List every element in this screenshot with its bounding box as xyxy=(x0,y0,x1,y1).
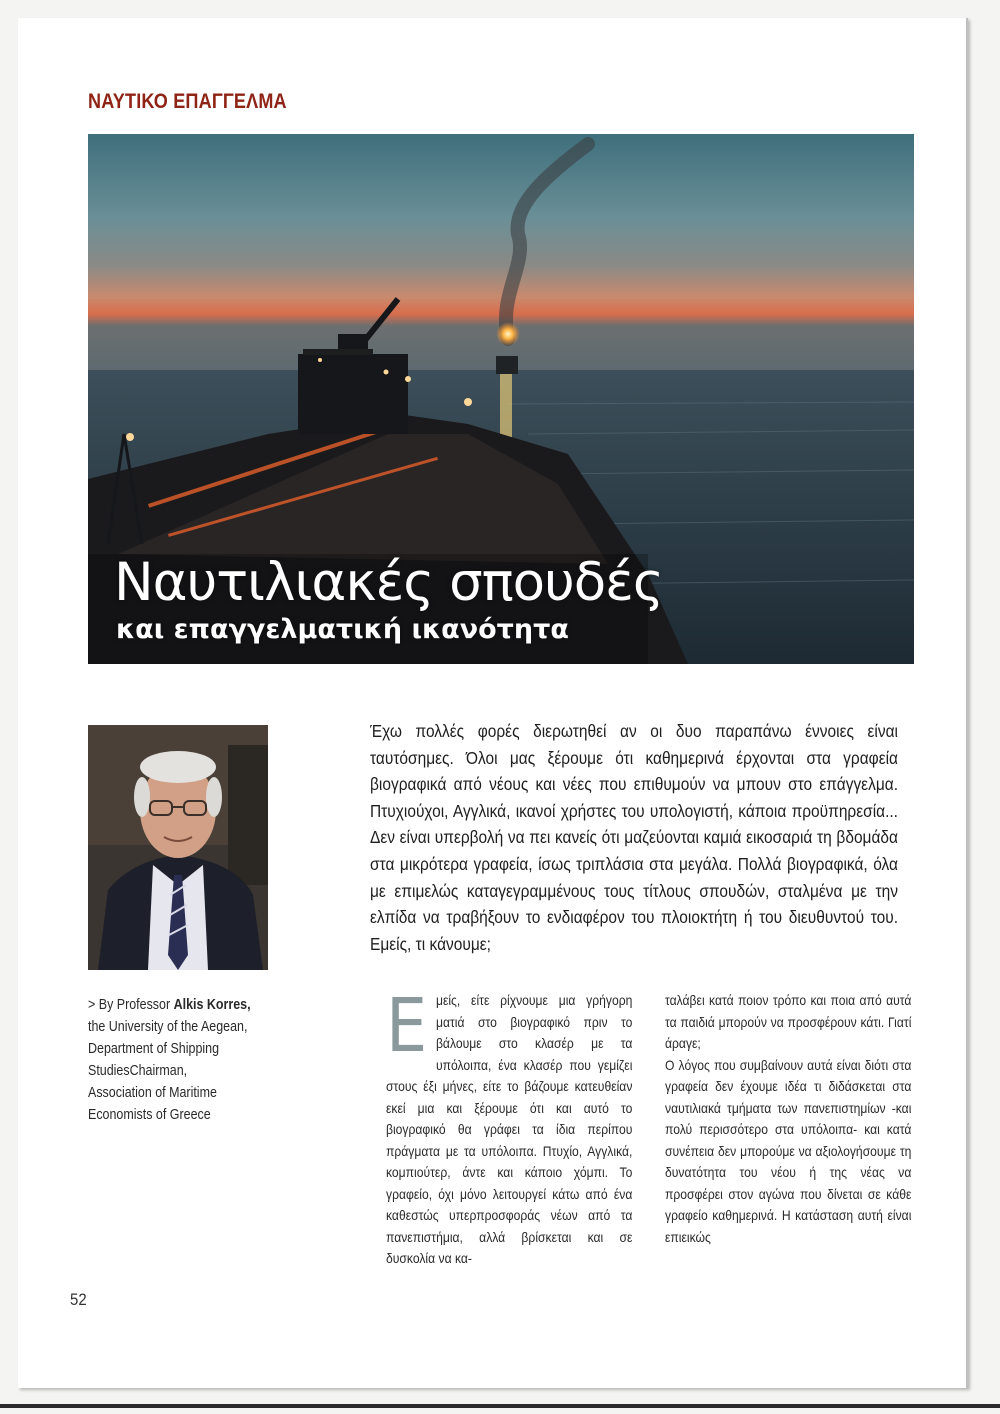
author-name: Alkis Korres, xyxy=(173,997,251,1013)
section-title: ΝΑΥΤΙΚΟ ΕΠΑΓΓΕΛΜΑ xyxy=(88,90,287,113)
author-affiliation-4: Association of Maritime xyxy=(88,1085,217,1101)
bottom-rule xyxy=(0,1404,1000,1408)
author-photo xyxy=(88,725,268,970)
page-number: 52 xyxy=(70,1290,87,1309)
article-title: Ναυτιλιακές σπουδές xyxy=(114,552,663,613)
author-portrait-icon xyxy=(88,725,268,970)
author-affiliation-5: Economists of Greece xyxy=(88,1107,211,1123)
author-affiliation-2: Department of Shipping xyxy=(88,1041,220,1057)
body-paragraph: Ο λόγος που συμβαίνουν αυτά είναι διότι στα γραφεία δεν έχουμε ιδέα τι διδάσκεται στα ναυτιλιακά τμήματα των πανεπιστημίων -και πολύ περισσότερο στα υπόλοιπα- και κατά συνέπεια δεν μπορούμε να αξιολογήσουμε τη δυνατότητα του νέου ή της νέας να προσφέρει στον αγώνα που δίνεται σε κάθε γραφείο καθημερινά. Η κατάσταση αυτή είναι επιεικώς xyxy=(665,1057,912,1245)
body-column-2 xyxy=(665,990,911,1248)
article-subtitle: και επαγγελματική ικανότητα xyxy=(116,614,569,645)
body-column-1 xyxy=(386,983,633,1270)
byline-prefix: > By Professor xyxy=(88,997,174,1013)
drop-cap: Ε xyxy=(386,983,428,1069)
body-paragraph: ταλάβει κατά ποιον τρόπο και ποια από αυτά τα παιδιά μπορούν να προσφέρουν κάτι. Γιατί άραγε; xyxy=(665,993,912,1051)
author-affiliation-1: the University of the Aegean, xyxy=(88,1019,248,1035)
author-affiliation-3: StudiesChairman, xyxy=(88,1063,188,1079)
lead-paragraph: Έχω πολλές φορές διερωτηθεί αν οι δυο παραπάνω έννοιες είναι ταυτόσημες. Όλοι μας ξέρουμε ότι καθημερινά έρχονται στα γραφεία βιογραφικά από νέους και νέες που επιθυμούν να μπουν στο επάγγελμα. Πτυχιούχοι, Αγγλικά, ικανοί χρήστες του υπολογιστή, κάποια προϋπηρεσία... Δεν είναι υπερβολή να πει κανείς ότι μαζεύονται καμιά εικοσαριά τη βδομάδα στα μικρότερα γραφεία, ίσως τριπλάσια στα μεγάλα. Πολλά βιογραφικά, όλα με επιμελώς καταγεγραμμένους τους τίτλους σπουδών, σταλμένα με την ελπίδα να τραβήξουν το ενδιαφέρον του πλοιοκτήτη ή του διευθυντού του. Εμείς, τι κάνουμε; xyxy=(370,721,898,954)
body-paragraph: μείς, είτε ρίχνουμε μια γρήγορη ματιά στο βιογραφικό πριν το βάλουμε στο κλασέρ με τα υπόλοιπα, ένα κλασέρ που γεμίζει στους έξι μήνες, είτε το βάζουμε κατευθείαν εκεί μια και ξέρουμε ότι και αυτό το βιογραφικό θα γράφει τα ίδια περίπου πράγματα με τα υπόλοιπα. Πτυχίο, Αγγλικά, κομπιούτερ, άντε και κάποιο χόμπι. Το γραφείο, όχι μόνο λειτουργεί κάτω από ένα καθεστώς υπερπροσφοράς νέων από τα πανεπιστήμια, αλλά βρίσκεται και σε δυσκολία να κα- xyxy=(386,993,633,1266)
author-byline xyxy=(88,994,260,1126)
